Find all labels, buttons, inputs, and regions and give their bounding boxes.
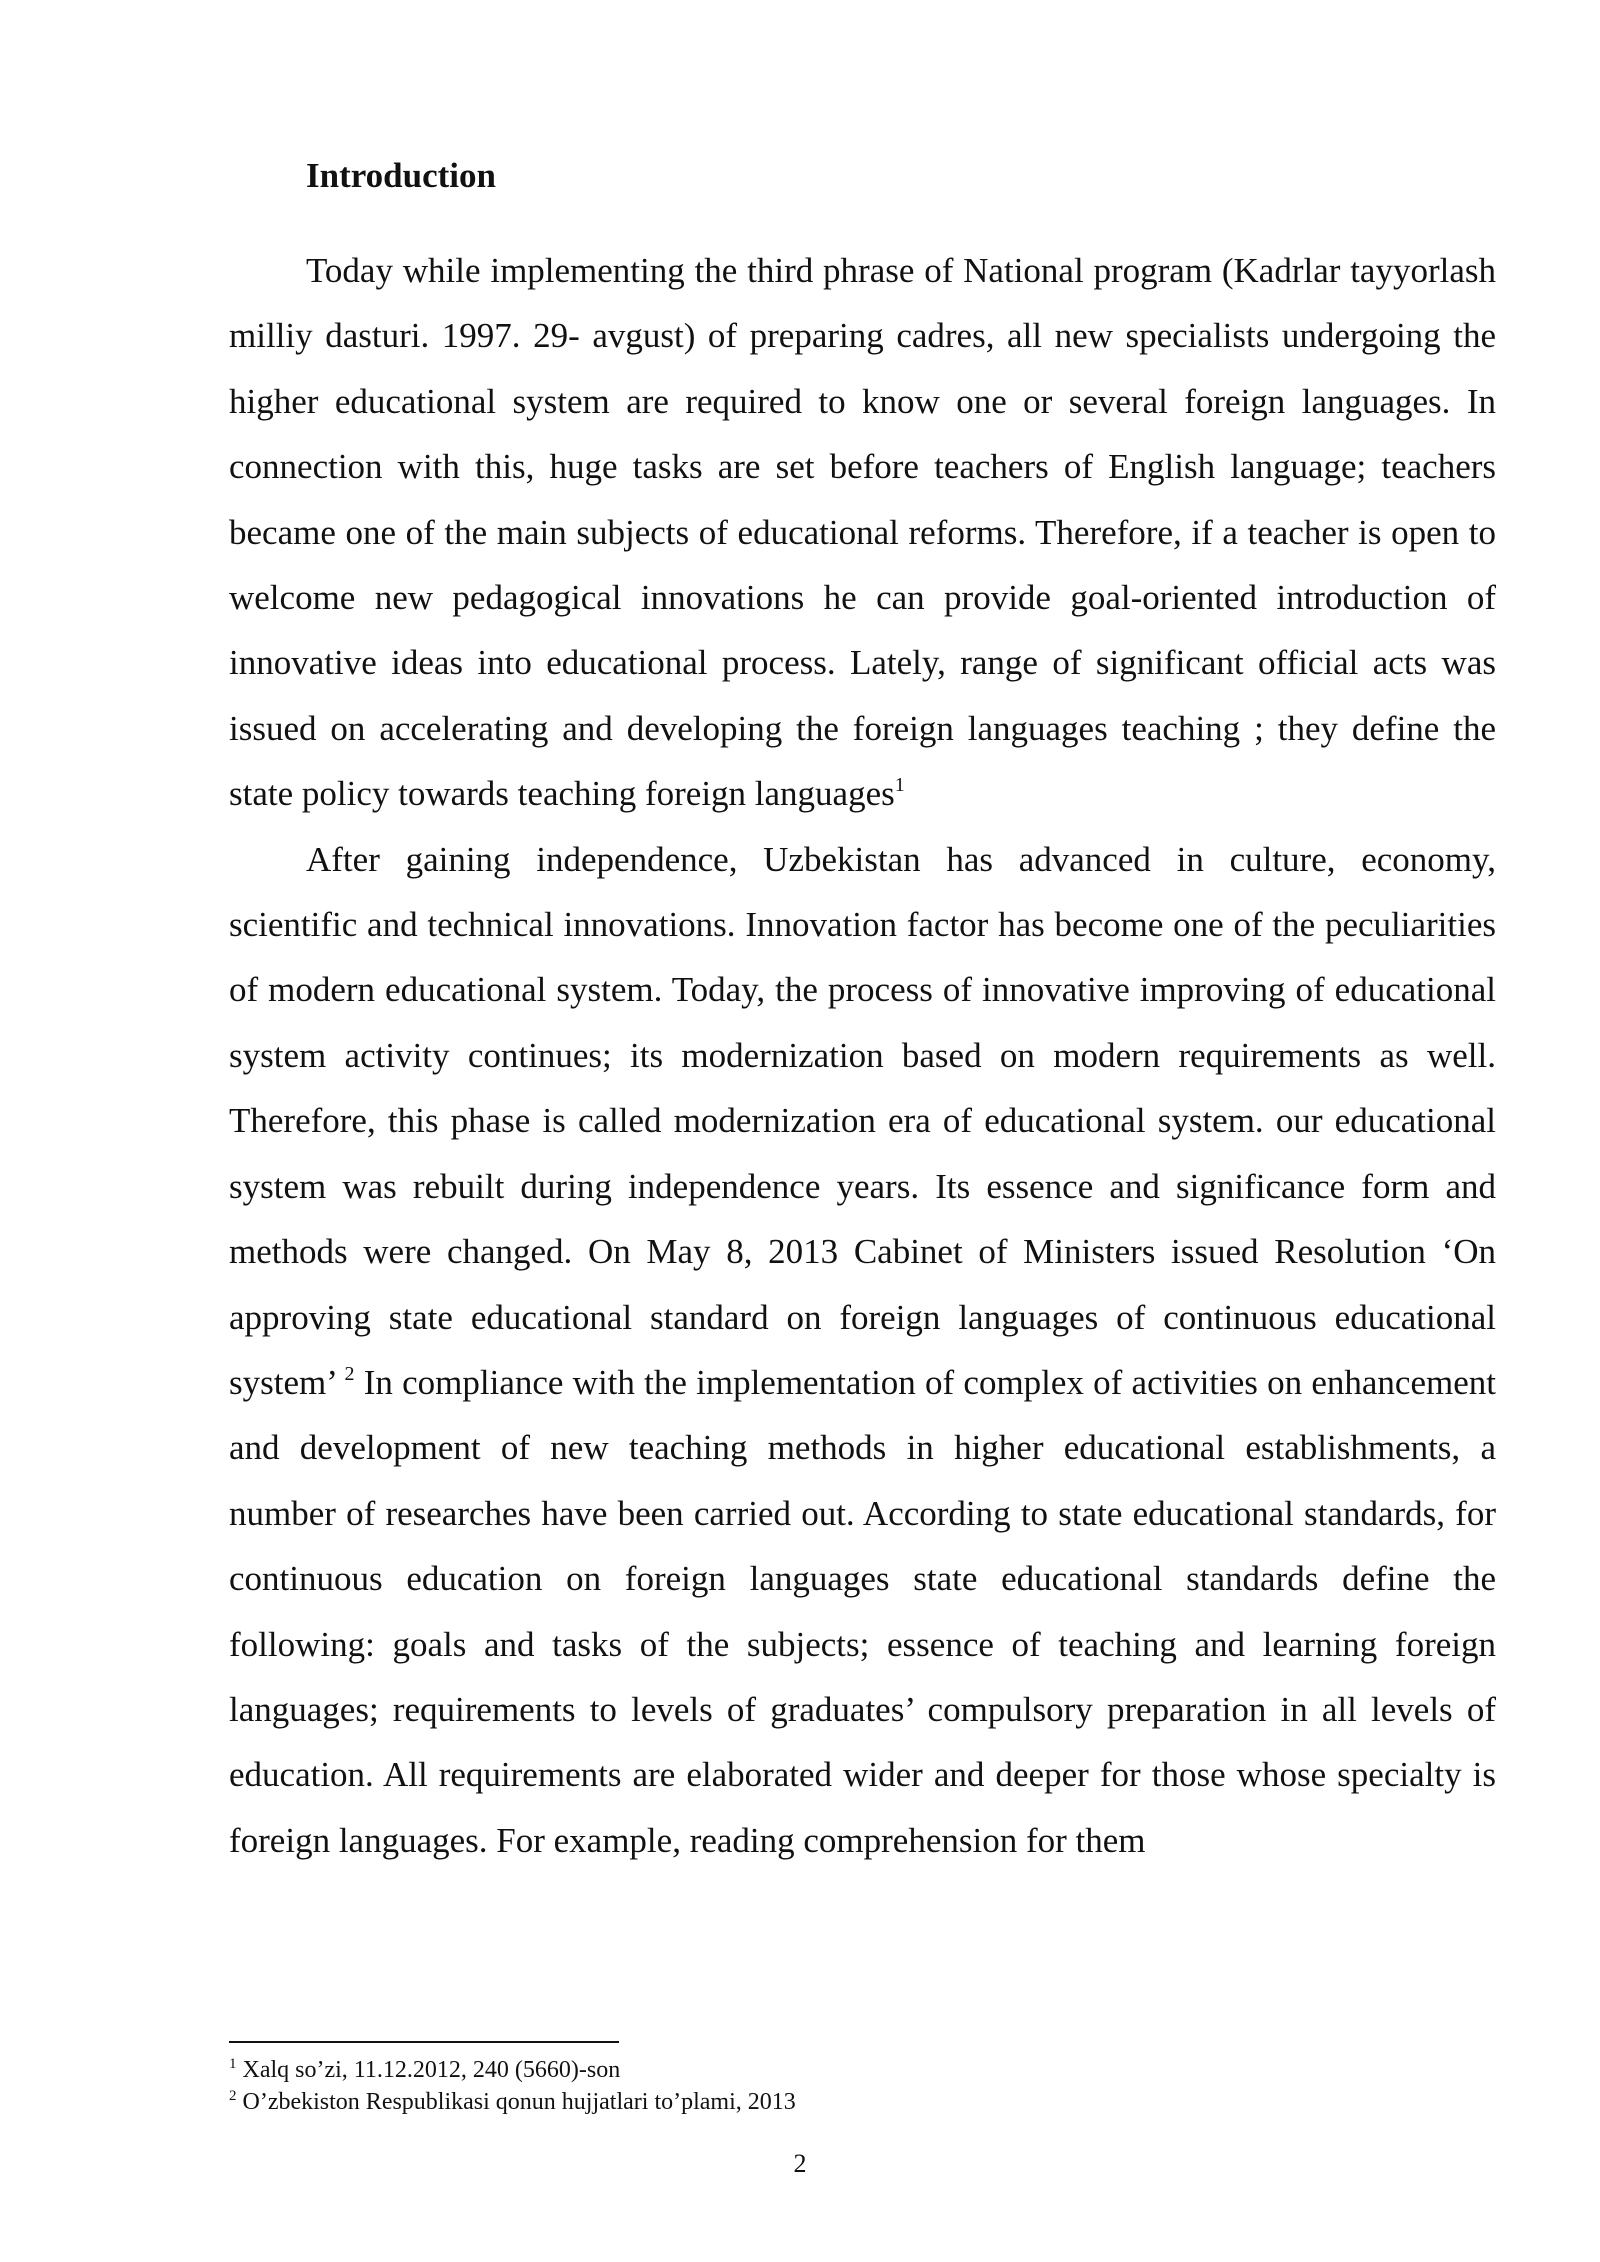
- paragraph-2-text: After gaining independence, Uzbekistan has advanced in culture, economy, scientific and technical innovations. Innovation factor has become one of the peculiarities of modern educational system. Today, the process of innovative improving of educational system activity continues; its modernization based on modern requirements as well. Therefore, this phase is called modernization era of educational system. our educational system was rebuilt during independence years. Its essence and significance form and methods were changed. On May 8, 2013 Cabinet of Ministers issued Resolution ‘On approving state educational standard on foreign languages of continuous educational system’: [229, 839, 1496, 1402]
- paragraph-2-text-after: In compliance with the implementation of complex of activities on enhancement and development of new teaching methods in higher educational establishments, a number of researches have been carried out. According to state educational standards, for continuous education on foreign languages state educational standards define the following: goals and tasks of the subjects; essence of teaching and learning foreign languages; requirements to levels of graduates’ compulsory preparation in all levels of education. All requirements are elaborated wider and deeper for those whose specialty is foreign languages. For example, reading comprehension for them: [229, 1362, 1496, 1860]
- footnote-2: [229, 2086, 1496, 2118]
- footnote-1: [229, 2054, 1496, 2086]
- footnote-ref-1[interactable]: 1: [894, 774, 905, 797]
- page-number: 2: [793, 2149, 807, 2178]
- paragraph-1: [229, 238, 1496, 827]
- footnote-1-number: 1: [229, 2056, 237, 2072]
- paragraph-2: [229, 827, 1496, 1874]
- footnote-2-number: 2: [229, 2088, 237, 2104]
- footnotes: [229, 2054, 1496, 2118]
- paragraph-1-text: Today while implementing the third phrase of National program (Kadrlar tayyorlash milliy dasturi. 1997. 29- avgust) of preparing cadres, all new specialists undergoing the higher educational system are required to know one or several foreign languages. In connection with this, huge tasks are set before teachers of English language; teachers became one of the main subjects of educational reforms. Therefore, if a teacher is open to welcome new pedagogical innovations he can provide goal-oriented introduction of innovative ideas into educational process. Lately, range of significant official acts was issued on accelerating and developing the foreign languages teaching ; they define the state policy towards teaching foreign languages: [229, 251, 1496, 814]
- footnote-ref-2[interactable]: 2: [344, 1362, 355, 1385]
- footnote-divider: [229, 2041, 619, 2043]
- footnote-2-text: O’zbekiston Respublikasi qonun hujjatlari to’plami, 2013: [242, 2089, 796, 2115]
- section-heading: Introduction: [306, 156, 496, 195]
- page-body: [229, 150, 1496, 1873]
- footnote-1-text: Xalq so’zi, 11.12.2012, 240 (5660)-son: [242, 2057, 621, 2083]
